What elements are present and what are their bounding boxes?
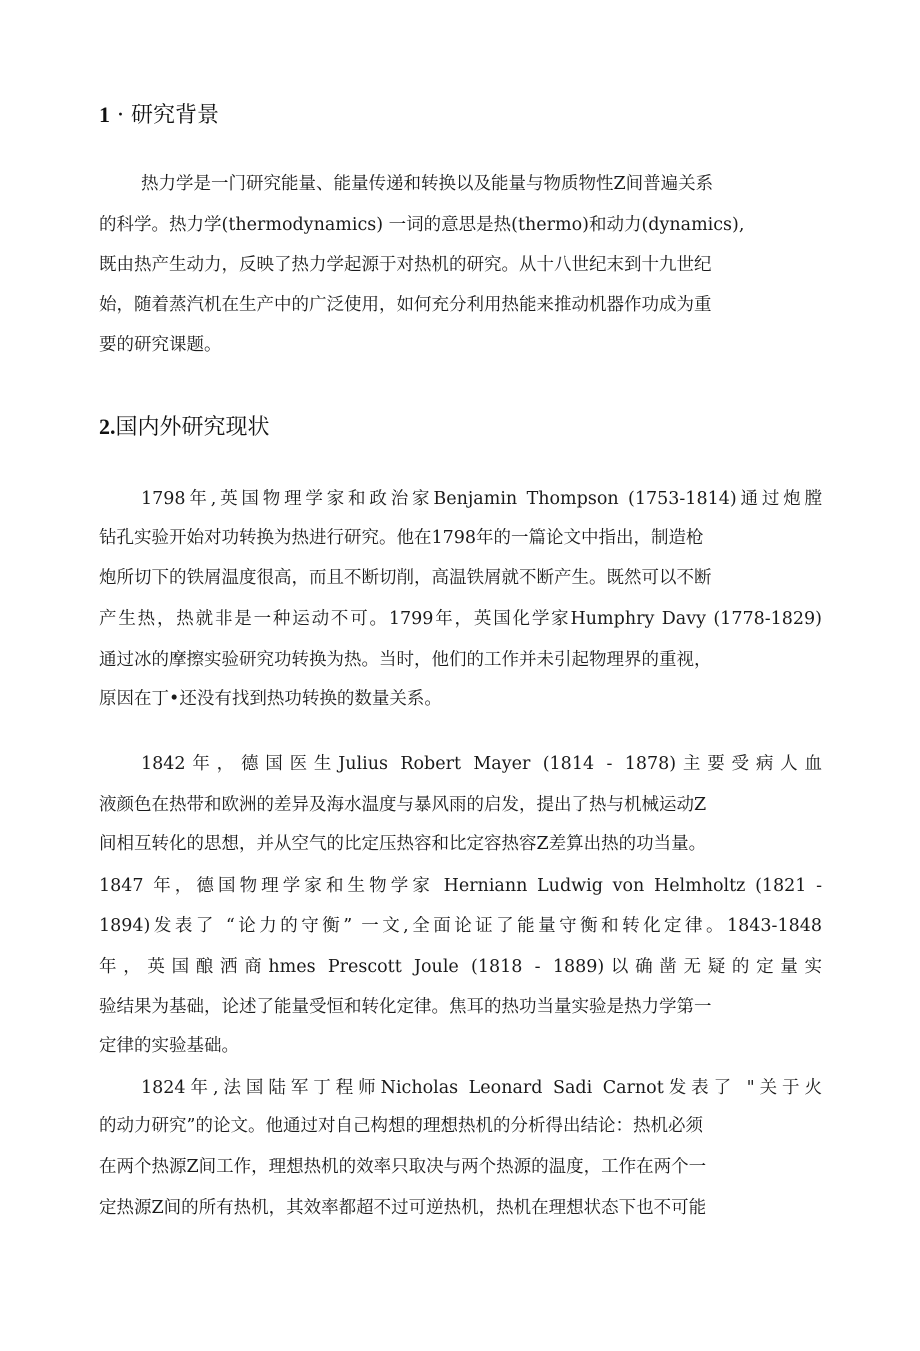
section-2-number: 2. [99,414,116,439]
paragraph-line: 既由热产生动力，反映了热力学起源于对热机的研究。从十八世纪末到十九世纪 [99,255,712,275]
paragraph-line: 的科学。热力学(thermodynamics) 一词的意思是热(thermo)和动力(dynamics), [99,215,745,235]
paragraph-line: 炮所切下的铁屑温度很高，而且不断切削，高温铁屑就不断产生。既然可以不断 [99,568,712,588]
section-1-title: 研究背景 [130,103,219,128]
paragraph-line: 间相互转化的思想，并从空气的比定压热容和比定容热容Z差算出热的功当量。 [99,834,707,854]
paragraph-line: 液颜色在热带和欧洲的差异及海水温度与暴风雨的启发，提出了热与机械运动Z [99,795,707,815]
paragraph-line: 在两个热源Z间工作，理想热机的效率只取决与两个热源的温度，工作在两个一 [99,1157,707,1177]
paragraph-line: 定热源Z间的所有热机，其效率都超不过可逆热机，热机在理想状态下也不可能 [99,1198,707,1218]
paragraph-line: 原因在丁•还没有找到热功转换的数量关系。 [99,689,442,709]
paragraph-line: 始，随着蒸汽机在生产中的广泛使用，如何充分利用热能来推动机器作功成为重 [99,295,712,315]
paragraph-line: 验结果为基础，论述了能量受恒和转化定律。焦耳的热功当量实验是热力学第一 [99,997,712,1017]
section-2-title: 国内外研究现状 [115,415,270,440]
paragraph-line: 通过冰的摩擦实验研究功转换为热。当时，他们的工作并未引起物理界的重视， [99,650,712,670]
paragraph-line: 的动力研究”的论文。他通过对自己构想的理想热机的分析得出结论：热机必须 [99,1116,703,1136]
paragraph-line: 1824年,法国陆军丁程师Nicholas Leonard Sadi Carnot发表了 "关于火 [141,1078,822,1098]
paragraph-line: 钻孔实验开始对功转换为热进行研究。他在1798年的一篇论文中指出，制造枪 [99,528,704,548]
section-1-number: 1 [99,102,110,127]
paragraph-line: 1847 年，德国物理学家和生物学家 Herniann Ludwig von Helmholtz (1821 - [99,876,822,896]
section-2-heading [99,410,270,441]
paragraph-line: 产生热，热就非是一种运动不可。1799年，英国化学家Humphry Davy (1778-1829) [99,609,822,629]
paragraph-line: 定律的实验基础。 [99,1036,239,1056]
paragraph-line: 1894)发表了 “论力的守衡” 一文,全面论证了能量守衡和转化定律。1843-1848 [99,916,822,936]
paragraph-line: 热力学是一门研究能量、能量传递和转换以及能量与物质物性Z间普遍关系 [141,174,714,194]
paragraph-line: 要的研究课题。 [99,335,222,355]
paragraph-line: 年，英国酿洒商hmes Prescott Joule (1818 - 1889)以确凿无疑的定量实 [99,957,822,977]
section-1-heading [99,98,219,129]
paragraph-line: 1798年,英国物理学家和政治家Benjamin Thompson (1753-1814)通过炮膛 [141,489,822,509]
section-1-separator: · [110,103,131,128]
paragraph-line: 1842年，德国医生Julius Robert Mayer (1814 - 1878)主要受病人血 [141,754,822,774]
